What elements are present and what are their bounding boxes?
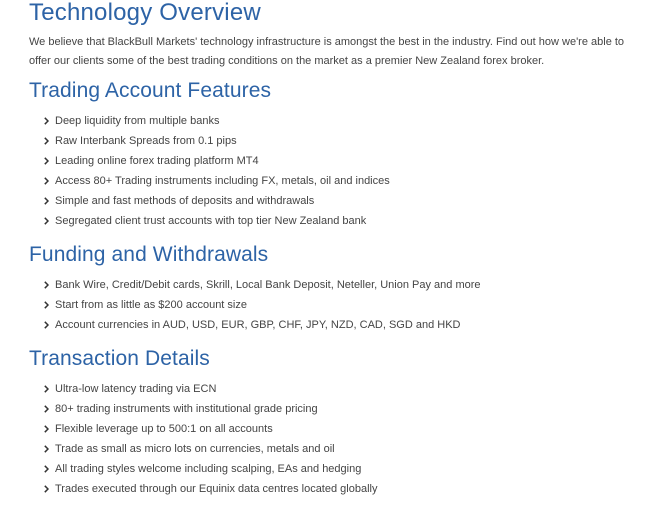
list-item-text: All trading styles welcome including scalping, EAs and hedging (55, 463, 362, 475)
section-title-trading-account-features: Trading Account Features (29, 79, 272, 102)
list-item-text: Simple and fast methods of deposits and withdrawals (55, 195, 315, 207)
trading-account-features-list (29, 111, 644, 231)
list-item (29, 171, 644, 191)
list-item-text: Deep liquidity from multiple banks (55, 115, 220, 127)
chevron-right-icon (44, 131, 50, 151)
chevron-right-icon (44, 419, 50, 439)
list-item-text: Account currencies in AUD, USD, EUR, GBP, CHF, JPY, NZD, CAD, SGD and HKD (55, 319, 461, 331)
chevron-right-icon (44, 459, 50, 479)
list-item (29, 439, 644, 459)
list-item (29, 211, 644, 231)
list-item-text: Trades executed through our Equinix data centres located globally (55, 483, 378, 495)
list-item (29, 399, 644, 419)
list-item (29, 111, 644, 131)
chevron-right-icon (44, 111, 50, 131)
section-title-funding-and-withdrawals: Funding and Withdrawals (29, 243, 269, 266)
list-item-text: Trade as small as micro lots on currencies, metals and oil (55, 443, 335, 455)
list-item (29, 295, 644, 315)
chevron-right-icon (44, 191, 50, 211)
chevron-right-icon (44, 151, 50, 171)
list-item-text: Ultra-low latency trading via ECN (55, 383, 217, 395)
list-item (29, 315, 644, 335)
list-item (29, 191, 644, 211)
chevron-right-icon (44, 379, 50, 399)
chevron-right-icon (44, 295, 50, 315)
list-item (29, 131, 644, 151)
list-item-text: 80+ trading instruments with institutional grade pricing (55, 403, 318, 415)
funding-and-withdrawals-list (29, 275, 644, 335)
list-item (29, 275, 644, 295)
chevron-right-icon (44, 211, 50, 231)
page-title: Technology Overview (29, 0, 261, 26)
list-item-text: Segregated client trust accounts with top tier New Zealand bank (55, 215, 367, 227)
list-item (29, 419, 644, 439)
list-item-text: Start from as little as $200 account size (55, 299, 247, 311)
list-item (29, 459, 644, 479)
transaction-details-list (29, 379, 644, 499)
list-item-text: Flexible leverage up to 500:1 on all accounts (55, 423, 273, 435)
list-item (29, 379, 644, 399)
chevron-right-icon (44, 479, 50, 499)
chevron-right-icon (44, 399, 50, 419)
chevron-right-icon (44, 439, 50, 459)
intro-paragraph: We believe that BlackBull Markets' technology infrastructure is amongst the best in the industry. Find out how we're able to offer our clients some of the best trading conditions on the market as a premier New Zealand forex broker. (29, 36, 625, 67)
section-title-transaction-details: Transaction Details (29, 347, 210, 370)
list-item (29, 479, 644, 499)
list-item-text: Leading online forex trading platform MT4 (55, 155, 259, 167)
list-item-text: Bank Wire, Credit/Debit cards, Skrill, Local Bank Deposit, Neteller, Union Pay and more (55, 279, 481, 291)
chevron-right-icon (44, 315, 50, 335)
chevron-right-icon (44, 171, 50, 191)
chevron-right-icon (44, 275, 50, 295)
list-item (29, 151, 644, 171)
list-item-text: Raw Interbank Spreads from 0.1 pips (55, 135, 237, 147)
list-item-text: Access 80+ Trading instruments including FX, metals, oil and indices (55, 175, 390, 187)
